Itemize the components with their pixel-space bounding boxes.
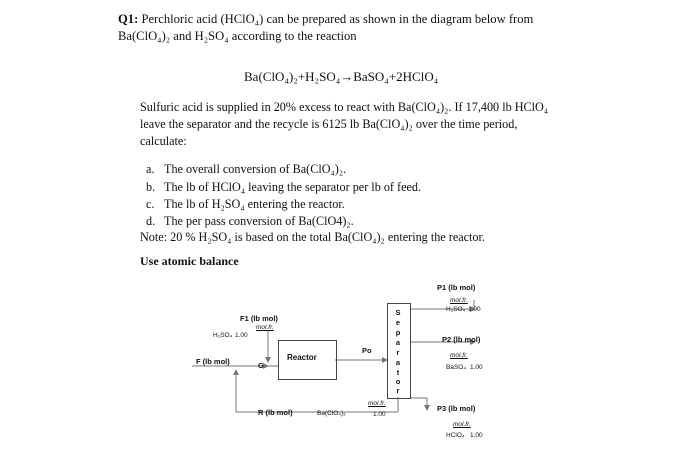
r-label: R (lb mol) (258, 408, 293, 417)
separator-letter: S (395, 308, 401, 317)
p1-label: P1 (lb mol) (437, 283, 476, 292)
r-molfr: mol.fr. (368, 400, 386, 407)
note-text: Note: 20 % H₂SO₄ is based on the total Ba(ClO₄)₂ entering the reactor. (140, 230, 485, 244)
question-line-2: Ba(ClO₄)₂ and H₂SO₄ according to the reaction (118, 29, 357, 43)
p1-component: H₂SO₄ (446, 306, 466, 313)
separator-letter: e (395, 318, 401, 327)
p3-molfr: mol.fr. (453, 421, 471, 428)
p1-value: 1.00 (468, 306, 481, 313)
r-component: Ba(ClO₄)₂ (317, 410, 346, 417)
f1-label: F1 (lb mol) (240, 314, 278, 323)
paragraph-line-2: leave the separator and the recycle is 6125 lb Ba(ClO₄)₂ over the time period, (140, 117, 518, 131)
p2-component: BaSO₄ (446, 364, 466, 371)
mixer-g-label: G (258, 361, 264, 370)
f1-component: H₂SO₄ (213, 332, 233, 339)
p1-molfr: mol.fr. (450, 297, 468, 304)
list-marker: d. (146, 214, 156, 228)
paragraph-line-3: calculate: (140, 134, 187, 148)
list-text: The lb of HClO₄ leaving the separator per lb of feed. (164, 180, 422, 194)
p3-value: 1.00 (470, 432, 483, 439)
f-label: F (lb mol) (196, 357, 230, 366)
list-marker: a. (146, 162, 155, 176)
f1-molfr: mol.fr. (256, 324, 274, 331)
separator-letter: r (396, 386, 400, 395)
paragraph-line-1: Sulfuric acid is supplied in 20% excess to react with Ba(ClO₄)₂. If 17,400 lb HClO₄ (140, 100, 549, 114)
separator-letter: t (396, 368, 400, 377)
question-number: Q1: (118, 12, 139, 26)
question-text-1: Perchloric acid (HClO₄) can be prepared as shown in the diagram below from (141, 12, 534, 26)
list-text: The lb of H₂SO₄ entering the reactor. (164, 197, 345, 211)
p2-molfr: mol.fr. (450, 352, 468, 359)
reaction-equation: Ba(ClO₄)₂+H₂SO₄→BaSO₄+2HClO₄ (244, 69, 439, 84)
list-text: The overall conversion of Ba(ClO₄)₂. (164, 162, 347, 176)
separator-letter: o (395, 377, 401, 386)
po-label: Po (362, 346, 372, 355)
r-value: 1.00 (373, 411, 386, 418)
separator-letter: r (396, 348, 400, 357)
p3-label: P3 (lb mol) (437, 404, 476, 413)
reactor-label: Reactor (287, 353, 317, 362)
p2-label: P2 (lb mol) (442, 335, 481, 344)
p3-component: HClO₄ (446, 432, 465, 439)
list-marker: b. (146, 180, 156, 194)
separator-letter: a (395, 338, 401, 347)
section-heading: Use atomic balance (140, 254, 239, 268)
separator-letter: p (395, 328, 401, 337)
list-marker: c. (146, 197, 155, 211)
separator-letter: a (395, 358, 401, 367)
p2-value: 1.00 (470, 364, 483, 371)
list-text: The per pass conversion of Ba(ClO4)₂. (164, 214, 354, 228)
f1-value: 1.00 (235, 332, 248, 339)
